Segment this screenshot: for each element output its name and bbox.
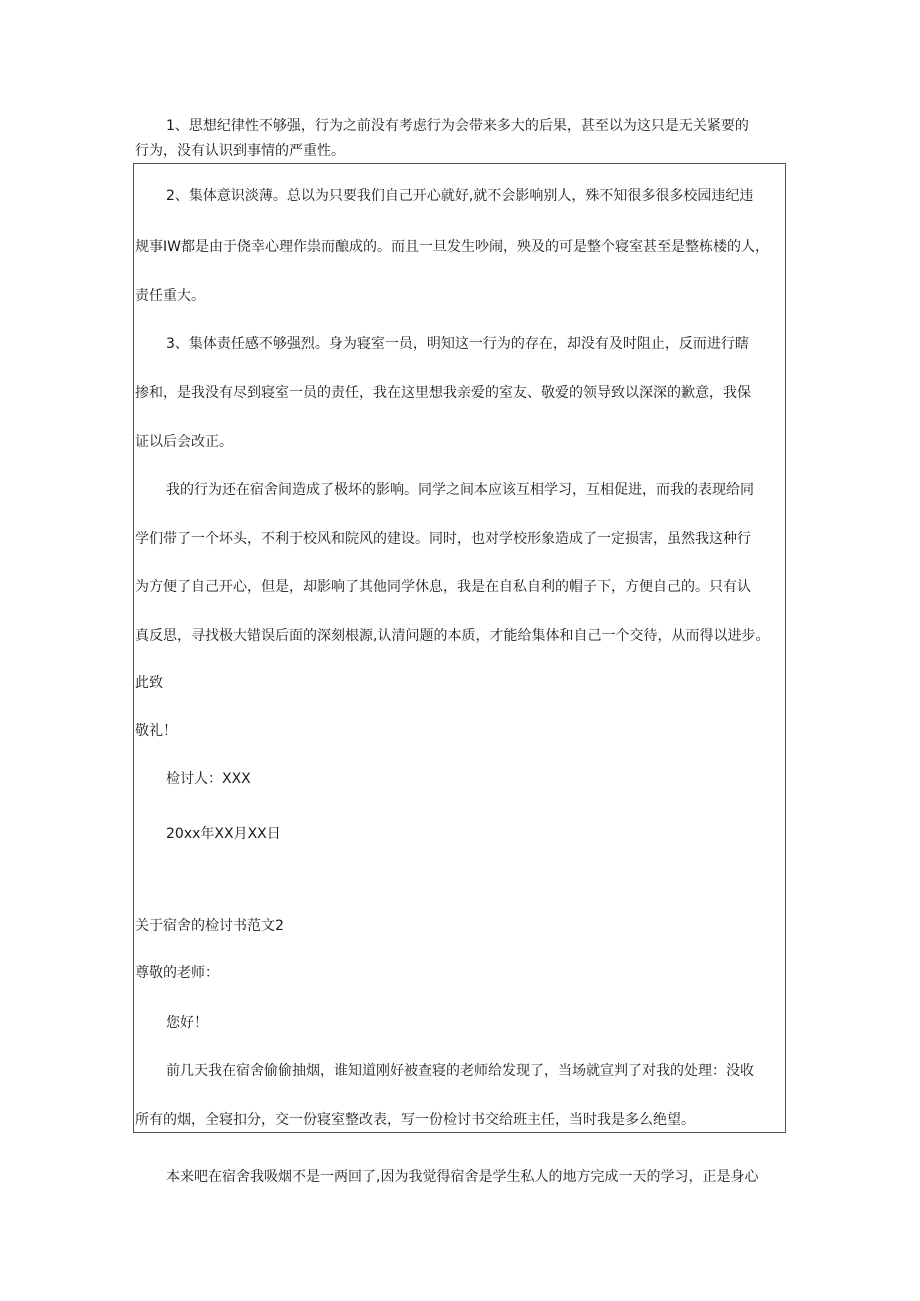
- impact-line-1: 我的行为还在宿舍间造成了极坏的影响。同学之间本应该互相学习，互相促进，而我的表现给同: [166, 482, 754, 498]
- body2-line-2: 所有的烟，全寝扣分，交一份寝室整改表，写一份检讨书交给班主任，当时我是多么绝望。: [135, 1112, 695, 1128]
- closing-ci-zhi: 此致: [135, 675, 163, 691]
- item2-line-3: 责任重大。: [135, 288, 205, 304]
- salutation: 尊敬的老师：: [135, 965, 219, 981]
- signer: 检讨人：XXX: [166, 771, 251, 787]
- item2-line-2: 规事IW都是由于侥幸心理作祟而酿成的。而且一旦发生吵闹，殃及的可是整个寝室甚至是整栋楼的人，: [135, 239, 769, 255]
- intro-item-line-1: 1、思想纪律性不够强，行为之前没有考虑行为会带来多大的后果，甚至以为这只是无关紧要的: [166, 118, 749, 134]
- item3-line-2: 掺和，是我没有尽到寝室一员的责任，我在这里想我亲爱的室友、敬爱的领导致以深深的歉意，我保: [135, 385, 751, 401]
- item3-line-1: 3、集体责任感不够强烈。身为寝室一员，明知这一行为的存在，却没有及时阻止，反而进行瞎: [166, 336, 749, 352]
- impact-line-2: 学们带了一个坏头，不利于校风和院风的建设。同时，也对学校形象造成了一定损害，虽然我这种行: [135, 531, 751, 547]
- impact-line-4: 真反思，寻找极大错误后面的深刻根源,认清问题的本质，才能给集体和自己一个交待，从而得以进步。: [135, 628, 770, 644]
- body2-line-1: 前几天我在宿舍偷偷抽烟，谁知道刚好被查寝的老师给发现了，当场就宣判了对我的处理：没收: [166, 1063, 754, 1079]
- item2-line-1: 2、集体意识淡薄。总以为只要我们自己开心就好,就不会影响别人，殊不知很多很多校园违纪违: [166, 188, 754, 204]
- impact-line-3: 为方便了自己开心，但是，却影响了其他同学休息，我是在自私自利的帽子下，方便自己的。只有认: [135, 579, 751, 595]
- greeting: 您好！: [166, 1015, 208, 1031]
- bordered-content-box: [133, 163, 786, 1133]
- date: 20xx年XX月XX日: [166, 826, 281, 842]
- item3-line-3: 证以后会改正。: [135, 434, 233, 450]
- section-title: 关于宿舍的检讨书范文2: [135, 918, 284, 934]
- closing-jing-li: 敬礼！: [135, 723, 177, 739]
- intro-item-line-2: 行为，没有认识到事情的严重性。: [135, 143, 345, 159]
- outro-line: 本来吧在宿舍我吸烟不是一两回了,因为我觉得宿舍是学生私人的地方完成一天的学习，正是身心: [166, 1169, 759, 1185]
